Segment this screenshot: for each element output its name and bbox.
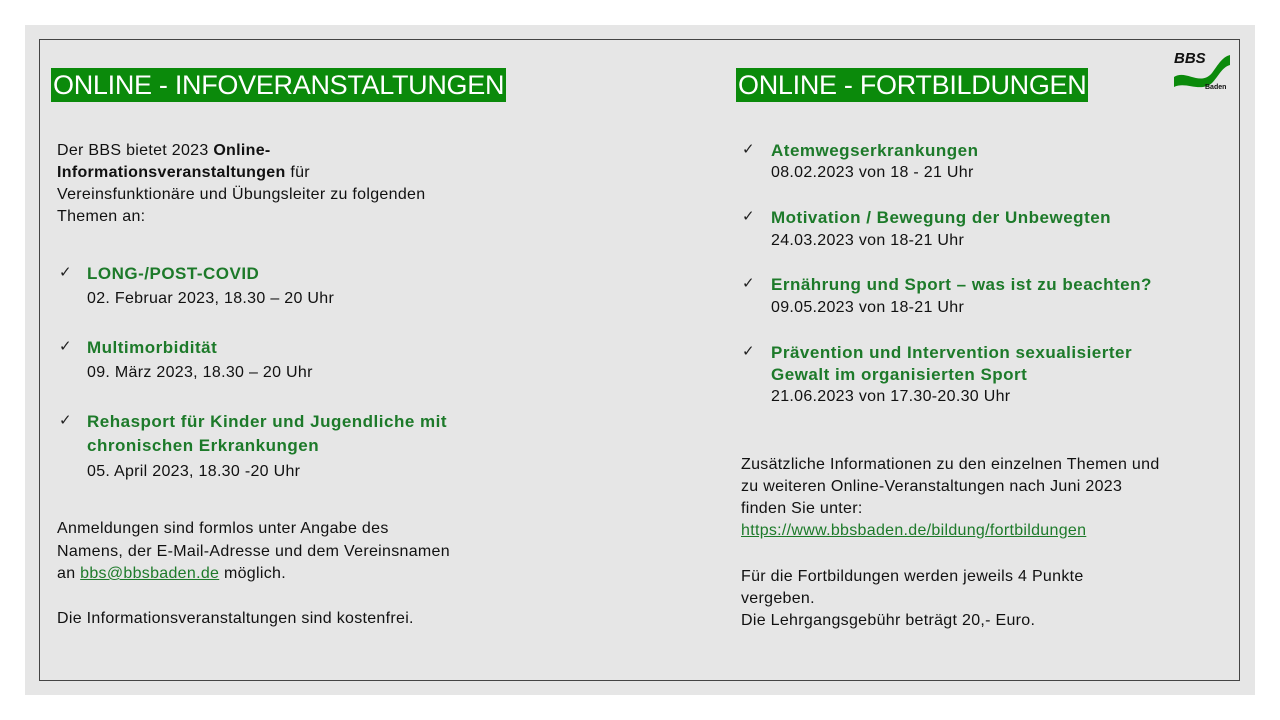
intro-bold-2: Informationsveranstaltungen [57,164,286,181]
right-item-3-title: Ernährung und Sport – was ist zu beachten? [771,275,1152,294]
intro-text-2: für [285,164,310,181]
intro-bold-1: Online- [213,142,271,159]
left-item-3-title-1: Rehasport für Kinder und Jugendliche mit [87,412,448,431]
intro-text: Der BBS bietet 2023 [57,142,214,159]
right-heading: ONLINE - FORTBILDUNGEN [738,70,1087,100]
check-icon: ✓ [742,275,755,292]
info-line-2: zu weiteren Online-Veranstaltungen nach Juni 2023 [741,478,1123,495]
logo-text: BBS [1174,50,1206,67]
fortbildungen-link[interactable]: https://www.bbsbaden.de/bildung/fortbildungen [741,522,1087,539]
registration-line-3 [57,563,286,585]
registration-line-2: Namens, der E-Mail-Adresse und dem Vereinsnamen [57,543,450,560]
registration-line-1: Anmeldungen sind formlos unter Angabe des [57,520,389,537]
check-icon: ✓ [59,264,72,281]
right-item-1-title: Atemwegserkrankungen [771,141,979,160]
intro-line-4: Themen an: [57,208,146,225]
check-icon: ✓ [742,208,755,225]
intro-line-1 [57,140,271,162]
check-icon: ✓ [742,141,755,158]
info-url-line [741,520,1086,542]
left-item-3-date: 05. April 2023, 18.30 -20 Uhr [87,463,301,480]
right-item-4-date: 21.06.2023 von 17.30-20.30 Uhr [771,388,1011,405]
info-line-3: finden Sie unter: [741,500,863,517]
info-line-1: Zusätzliche Informationen zu den einzelnen Themen und [741,456,1160,473]
right-item-2-date: 24.03.2023 von 18-21 Uhr [771,232,965,249]
left-item-3-title-2: chronischen Erkrankungen [87,436,320,455]
intro-line-2 [57,162,310,184]
right-item-3-date: 09.05.2023 von 18-21 Uhr [771,299,965,316]
bbs-baden-logo [1172,47,1232,91]
registration-pre: an [57,565,81,582]
registration-post: möglich. [219,565,286,582]
left-item-2-title: Multimorbidität [87,338,218,357]
free-note: Die Informationsveranstaltungen sind kostenfrei. [57,610,414,627]
points-line-2: vergeben. [741,590,815,607]
left-heading: ONLINE - INFOVERANSTALTUNGEN [53,70,505,100]
right-item-4-title-1: Prävention und Intervention sexualisierter [771,343,1133,362]
email-link[interactable]: bbs@bbsbaden.de [80,565,220,582]
fee-line: Die Lehrgangsgebühr beträgt 20,- Euro. [741,612,1036,629]
logo-subtext: Baden [1205,84,1227,91]
check-icon: ✓ [742,343,755,360]
points-line-1: Für die Fortbildungen werden jeweils 4 Punkte [741,568,1084,585]
right-item-1-date: 08.02.2023 von 18 - 21 Uhr [771,164,974,181]
right-item-4-title-2: Gewalt im organisierten Sport [771,365,1028,384]
check-icon: ✓ [59,338,72,355]
intro-line-3: Vereinsfunktionäre und Übungsleiter zu folgenden [57,186,426,203]
check-icon: ✓ [59,412,72,429]
left-item-2-date: 09. März 2023, 18.30 – 20 Uhr [87,364,313,381]
left-item-1-title: LONG-/POST-COVID [87,264,260,283]
left-item-1-date: 02. Februar 2023, 18.30 – 20 Uhr [87,290,335,307]
right-item-2-title: Motivation / Bewegung der Unbewegten [771,208,1112,227]
